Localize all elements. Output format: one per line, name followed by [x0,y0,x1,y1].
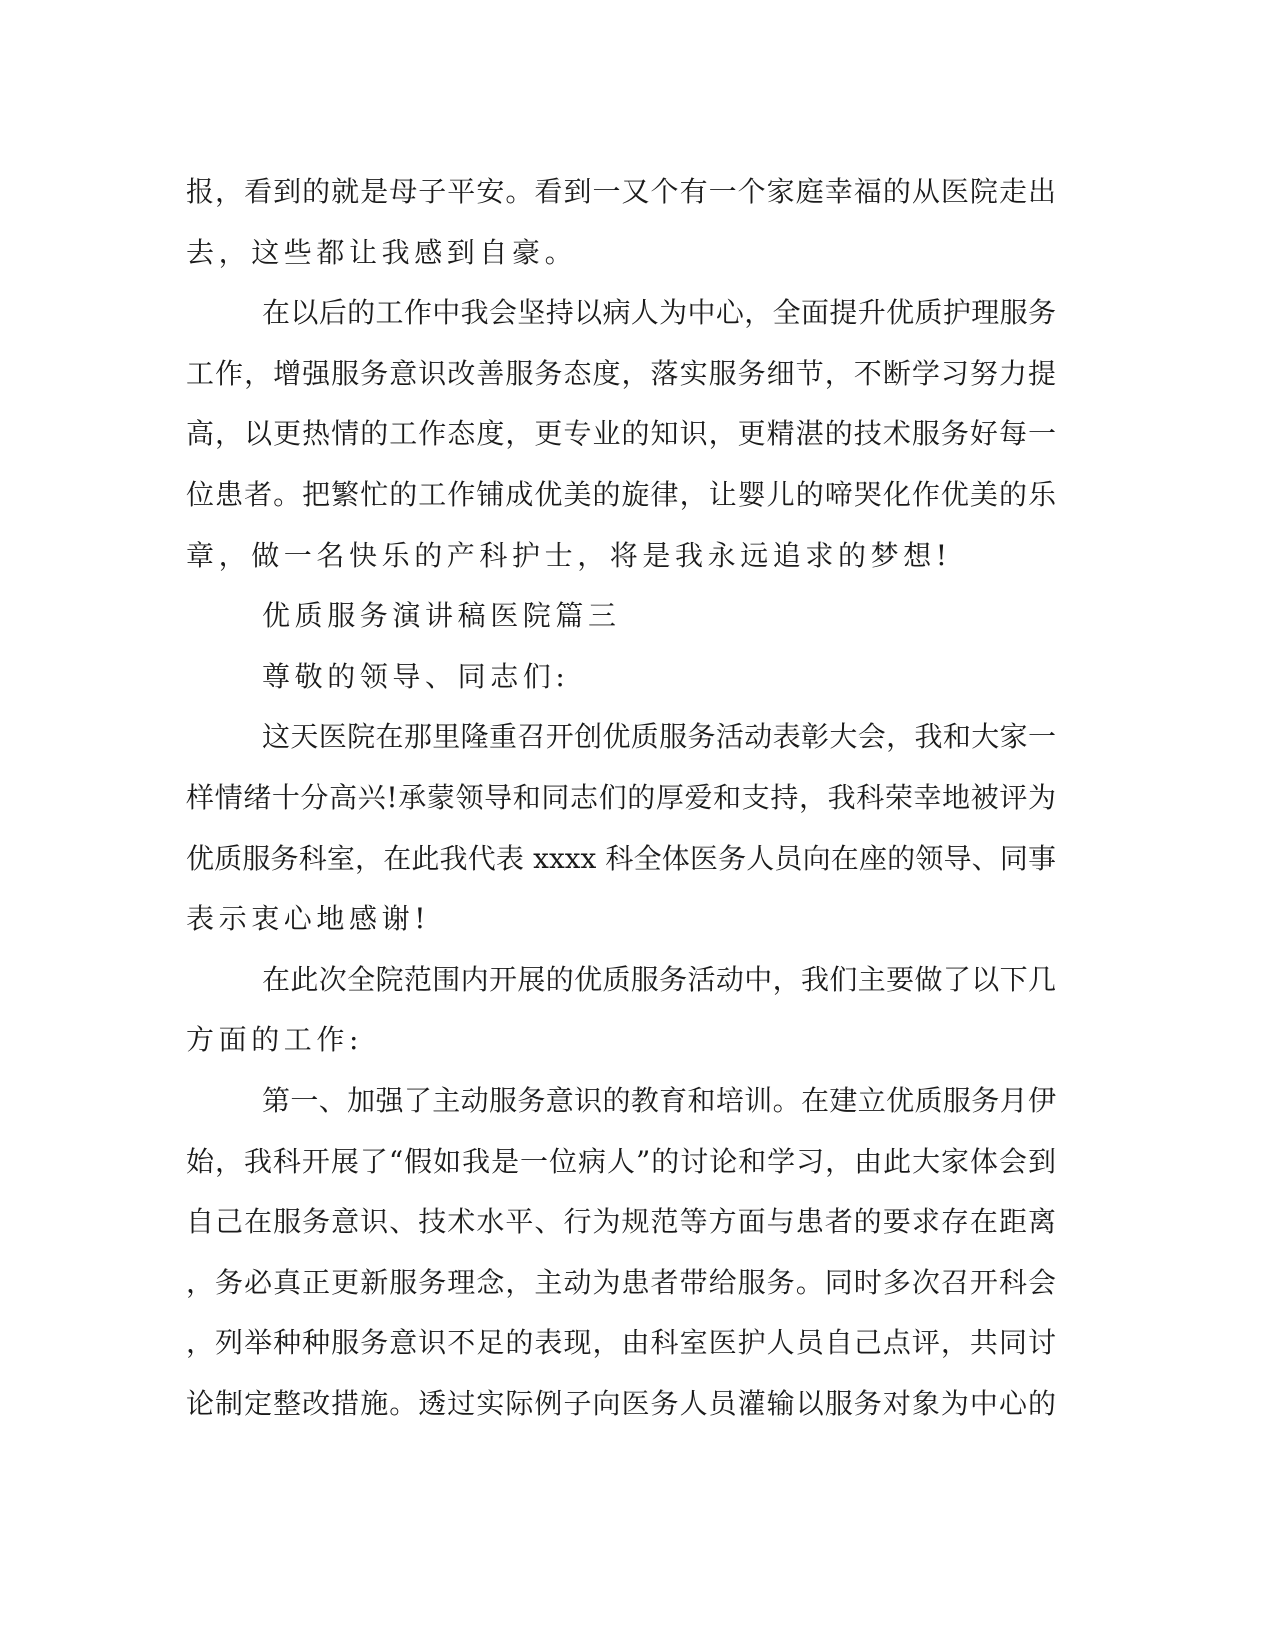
text-line: 位患者。把繁忙的工作铺成优美的旋律，让婴儿的啼哭化作优美的乐 [186,477,1056,511]
text-line: 自己在服务意识、技术水平、行为规范等方面与患者的要求存在距离 [186,1205,1056,1239]
text-line: ，务必真正更新服务理念，主动为患者带给服务。同时多次召开科会 [186,1265,1056,1299]
text-line: 高，以更热情的工作态度，更专业的知识，更精湛的技术服务好每一 [186,417,1056,451]
text-line: 论制定整改措施。透过实际例子向医务人员灌输以服务对象为中心的 [186,1386,1056,1420]
text-line: ，列举种种服务意识不足的表现，由科室医护人员自己点评，共同讨 [186,1326,1056,1360]
text-line: 去，这些都让我感到自豪。 [186,235,578,269]
text-line: 在此次全院范围内开展的优质服务活动中，我们主要做了以下几 [262,962,1056,996]
text-line: 样情绪十分高兴!承蒙领导和同志们的厚爱和支持，我科荣幸地被评为 [186,780,1056,814]
text-line: 尊敬的领导、同志们: [262,659,570,693]
document-body [186,162,1056,1434]
text-line: 工作，增强服务意识改善服务态度，落实服务细节，不断学习努力提 [186,356,1056,390]
text-line: 第一、加强了主动服务意识的教育和培训。在建立优质服务月伊 [262,1083,1056,1117]
text-line: 章，做一名快乐的产科护士，将是我永远追求的梦想! [186,538,952,572]
text-line: 报，看到的就是母子平安。看到一又个有一个家庭幸福的从医院走出 [186,175,1056,208]
text-line: 这天医院在那里隆重召开创优质服务活动表彰大会，我和大家一 [262,720,1056,754]
text-line: 优质服务科室，在此我代表 xxxx 科全体医务人员向在座的领导、同事 [186,841,1056,875]
text-line: 在以后的工作中我会坚持以病人为中心，全面提升优质护理服务 [262,296,1056,330]
text-line: 优质服务演讲稿医院篇三 [262,599,621,633]
text-line: 表示衷心地感谢! [186,902,431,936]
text-line: 始，我科开展了“假如我是一位病人”的讨论和学习，由此大家体会到 [186,1144,1056,1178]
text-line: 方面的工作: [186,1023,364,1057]
